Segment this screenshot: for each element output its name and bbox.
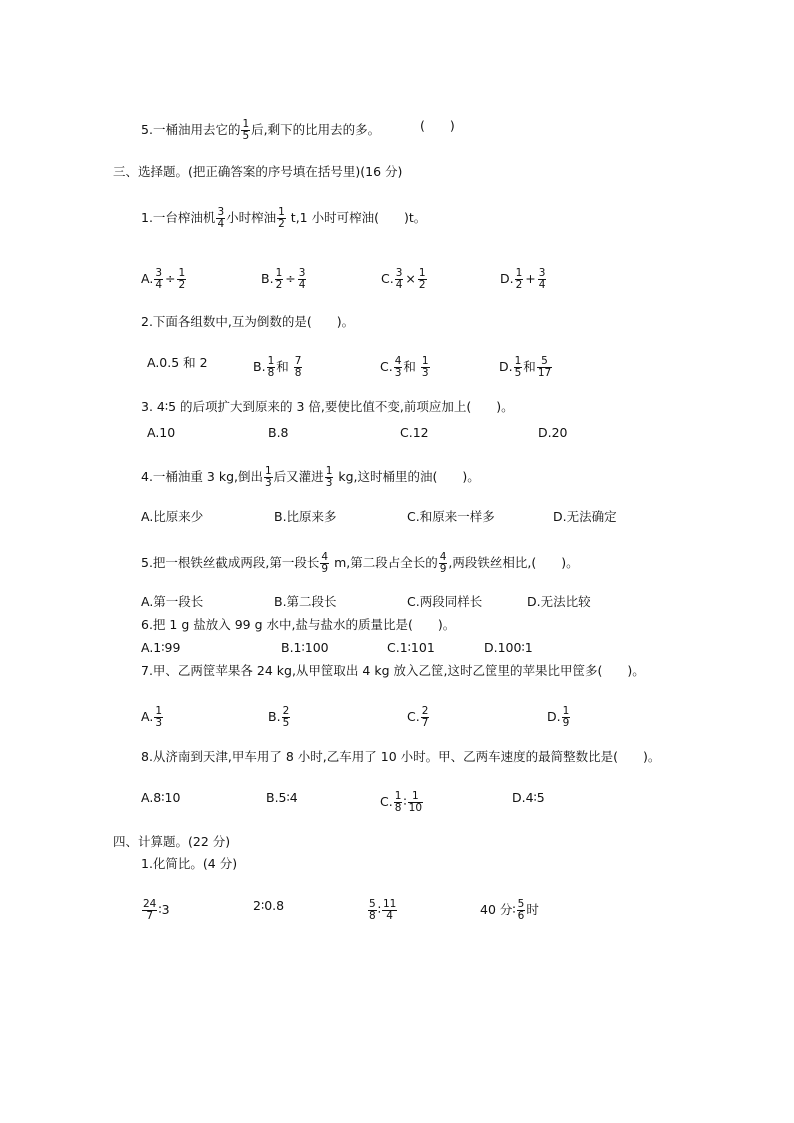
section-heading: 三、选择题。(把正确答案的序号填在括号里)(16 分) (113, 164, 403, 179)
calc-item-2: 2∶0.8 (253, 898, 285, 913)
fraction-numerator: 3 (217, 206, 225, 218)
fraction-numerator: 3 (155, 267, 162, 279)
q2-option-b[interactable]: B. $\frac{1}{8}$ 和 $\frac{7}{8}$ (253, 355, 302, 379)
fraction-denominator: 2 (278, 218, 285, 230)
fraction-denominator: 10 (408, 802, 423, 814)
fraction-denominator: 8 (394, 802, 402, 814)
fraction-numerator: 1 (264, 465, 272, 477)
q7-option-a[interactable]: A. $\frac{1}{3}$ (141, 705, 162, 729)
q7-option-c[interactable]: C. $\frac{2}{7}$ (407, 705, 429, 729)
fraction (538, 268, 547, 291)
fraction (241, 119, 250, 142)
fraction (177, 268, 186, 291)
fraction-denominator: 7 (146, 910, 154, 922)
fraction (264, 466, 273, 489)
fraction-numerator: 4 (394, 355, 402, 367)
fraction-numerator: 1 (514, 355, 522, 367)
fraction-denominator: 6 (517, 910, 525, 922)
fraction-denominator: 2 (418, 279, 426, 291)
sub-question-heading: 1.化简比。(4 分) (141, 856, 238, 871)
operator: ÷ (285, 271, 296, 286)
q5-option-b[interactable]: B.第二段长 (274, 594, 337, 609)
fraction-numerator: 1 (178, 267, 186, 279)
fraction (320, 552, 329, 575)
fraction (267, 356, 276, 379)
fraction (394, 791, 403, 814)
fraction-numerator: 1 (562, 705, 570, 717)
fraction-denominator: 8 (294, 367, 302, 379)
question-6: 6.把 1 g 盐放入 99 g 水中,盐与盐水的质量比是( )。 (141, 617, 456, 632)
q4-option-c[interactable]: C.和原来一样多 (407, 509, 495, 524)
fraction (154, 706, 163, 729)
fraction (408, 791, 423, 814)
fraction (282, 706, 291, 729)
operator: × (405, 271, 416, 286)
fraction-numerator: 1 (278, 206, 285, 218)
fraction-denominator: 3 (421, 367, 429, 379)
calc-item-4: 40 分∶ $\frac{5}{6}$ 时 (480, 898, 539, 922)
fraction-denominator: 5 (282, 717, 290, 729)
fraction-numerator: 2 (421, 705, 429, 717)
fraction-numerator: 1 (408, 791, 423, 803)
q5-option-a[interactable]: A.第一段长 (141, 594, 204, 609)
q6-option-b[interactable]: B.1∶100 (281, 640, 329, 655)
q7-option-d[interactable]: D. $\frac{1}{9}$ (547, 705, 570, 729)
fraction-denominator: 2 (178, 279, 186, 291)
judge-q5: 5.一桶油用去它的 $\frac{1}{5}$ 后,剩下的比用去的多。 ( ) (141, 118, 455, 142)
fraction-denominator: 4 (298, 279, 306, 291)
fraction-numerator: 3 (395, 267, 403, 279)
question-4: 4.一桶油重 3 kg,倒出 $\frac{1}{3}$ 后又灌进 $\frac{1}{3}$ kg,这时桶里的油( )。 (141, 465, 480, 489)
operator: + (525, 271, 536, 286)
q8-option-a[interactable]: A.8∶10 (141, 790, 181, 805)
q5-option-c[interactable]: C.两段同样长 (407, 594, 483, 609)
fraction (294, 356, 303, 379)
fraction-denominator: 8 (267, 367, 275, 379)
fraction-numerator: 1 (394, 790, 402, 802)
fraction (421, 706, 430, 729)
fraction (216, 207, 225, 230)
fraction (368, 899, 377, 922)
fraction-numerator: 1 (267, 355, 275, 367)
fraction-numerator: 5 (369, 898, 376, 910)
fraction-denominator: 3 (155, 717, 162, 729)
operator: ÷ (165, 271, 176, 286)
q4-option-d[interactable]: D.无法确定 (553, 509, 617, 524)
fraction-numerator: 1 (275, 267, 283, 279)
fraction (382, 899, 397, 922)
fraction-numerator: 1 (155, 705, 162, 717)
fraction-denominator: 3 (325, 477, 333, 489)
fraction-denominator: 7 (421, 717, 429, 729)
question-1: 1.一台榨油机 $\frac{3}{4}$ 小时榨油 $\frac{1}{2}$ t,1 小时可榨油( )t。 (141, 206, 427, 230)
q3-option-d[interactable]: D.20 (538, 425, 568, 440)
fraction (421, 356, 430, 379)
q8-option-c[interactable]: C. $\frac{1}{8}$ ∶ $\frac{1}{10}$ (380, 790, 423, 814)
fraction (298, 268, 307, 291)
fraction (537, 356, 552, 379)
q2-option-c[interactable]: C. $\frac{4}{3}$ 和 $\frac{1}{3}$ (380, 355, 429, 379)
fraction-denominator: 3 (394, 367, 402, 379)
fraction-denominator: 5 (242, 130, 250, 142)
fraction-numerator: 5 (517, 898, 525, 910)
fraction-denominator: 2 (515, 279, 523, 291)
calc-item-3: $\frac{5}{8}$ ∶ $\frac{11}{4}$ (369, 898, 397, 922)
fraction (325, 466, 334, 489)
fraction (394, 356, 403, 379)
q2-option-d[interactable]: D. $\frac{1}{5}$ 和 $\frac{5}{17}$ (499, 355, 552, 379)
q7-option-b[interactable]: B. $\frac{2}{5}$ (268, 705, 290, 729)
fraction-denominator: 2 (275, 279, 283, 291)
question-5: 5.把一根铁丝截成两段,第一段长 $\frac{4}{9}$ m,第二段占全长的 $\frac{4}{9}$ ,两段铁丝相比,( )。 (141, 551, 579, 575)
fraction-numerator: 1 (421, 355, 429, 367)
section-heading: 四、计算题。(22 分) (113, 834, 231, 849)
q1-option-b[interactable]: B. $\frac{1}{2}$ ÷ $\frac{3}{4}$ (261, 267, 306, 291)
q1-option-a[interactable]: A. $\frac{3}{4}$ ÷ $\frac{1}{2}$ (141, 267, 186, 291)
fraction-denominator: 17 (537, 367, 552, 379)
q1-option-d[interactable]: D. $\frac{1}{2}$ + $\frac{3}{4}$ (500, 267, 546, 291)
q8-option-b[interactable]: B.5∶4 (266, 790, 298, 805)
fraction-numerator: 4 (321, 551, 329, 563)
question-3: 3. 4∶5 的后项扩大到原来的 3 倍,要使比值不变,前项应加上( )。 (141, 399, 514, 414)
fraction-numerator: 4 (439, 551, 447, 563)
question-7: 7.甲、乙两筐苹果各 24 kg,从甲筐取出 4 kg 放入乙筐,这时乙筐里的苹果比甲筐多( )。 (141, 663, 645, 678)
answer-paren[interactable]: ( ) (420, 118, 455, 133)
fraction (275, 268, 284, 291)
fraction-numerator: 1 (515, 267, 523, 279)
fraction (562, 706, 571, 729)
fraction-numerator: 1 (418, 267, 426, 279)
fraction-numerator: 3 (538, 267, 546, 279)
fraction-denominator: 9 (439, 563, 447, 575)
q6-option-a[interactable]: A.1∶99 (141, 640, 181, 655)
q5-option-d[interactable]: D.无法比较 (527, 594, 591, 609)
fraction-denominator: 4 (395, 279, 403, 291)
fraction (418, 268, 427, 291)
fraction-denominator: 4 (155, 279, 162, 291)
fraction-numerator: 1 (242, 118, 250, 130)
fraction-numerator: 2 (282, 705, 290, 717)
q4-option-a[interactable]: A.比原来少 (141, 509, 204, 524)
fraction-denominator: 4 (217, 218, 225, 230)
q1-option-c[interactable]: C. $\frac{3}{4}$ × $\frac{1}{2}$ (381, 267, 426, 291)
fraction-numerator: 7 (294, 355, 302, 367)
fraction (439, 552, 448, 575)
fraction-numerator: 11 (382, 898, 397, 910)
q3-option-b[interactable]: B.8 (268, 425, 289, 440)
fraction-denominator: 8 (369, 910, 376, 922)
q3-option-c[interactable]: C.12 (400, 425, 429, 440)
fraction-denominator: 4 (538, 279, 546, 291)
question-8: 8.从济南到天津,甲车用了 8 小时,乙车用了 10 小时。甲、乙两车速度的最简整数比是( )。 (141, 749, 661, 764)
fraction-numerator: 1 (325, 465, 333, 477)
fraction-denominator: 9 (321, 563, 329, 575)
q4-option-b[interactable]: B.比原来多 (274, 509, 337, 524)
q6-option-c[interactable]: C.1∶101 (387, 640, 435, 655)
fraction-denominator: 3 (264, 477, 272, 489)
fraction-denominator: 4 (386, 910, 393, 922)
fraction-numerator: 24 (143, 898, 157, 910)
fraction (277, 207, 286, 230)
q3-option-a[interactable]: A.10 (147, 425, 176, 440)
fraction (517, 899, 526, 922)
q2-option-a[interactable]: A.0.5 和 2 (147, 355, 208, 370)
calc-item-1: $\frac{24}{7}$ ∶3 (143, 898, 170, 922)
fraction (142, 899, 157, 922)
fraction (395, 268, 404, 291)
fraction-denominator: 9 (562, 717, 570, 729)
fraction-numerator: 3 (298, 267, 306, 279)
fraction (514, 356, 523, 379)
question-2: 2.下面各组数中,互为倒数的是( )。 (141, 314, 355, 329)
q6-option-d[interactable]: D.100∶1 (484, 640, 533, 655)
fraction-denominator: 5 (514, 367, 522, 379)
fraction-numerator: 5 (537, 356, 552, 368)
fraction (154, 268, 163, 291)
fraction (515, 268, 524, 291)
q8-option-d[interactable]: D.4∶5 (512, 790, 545, 805)
